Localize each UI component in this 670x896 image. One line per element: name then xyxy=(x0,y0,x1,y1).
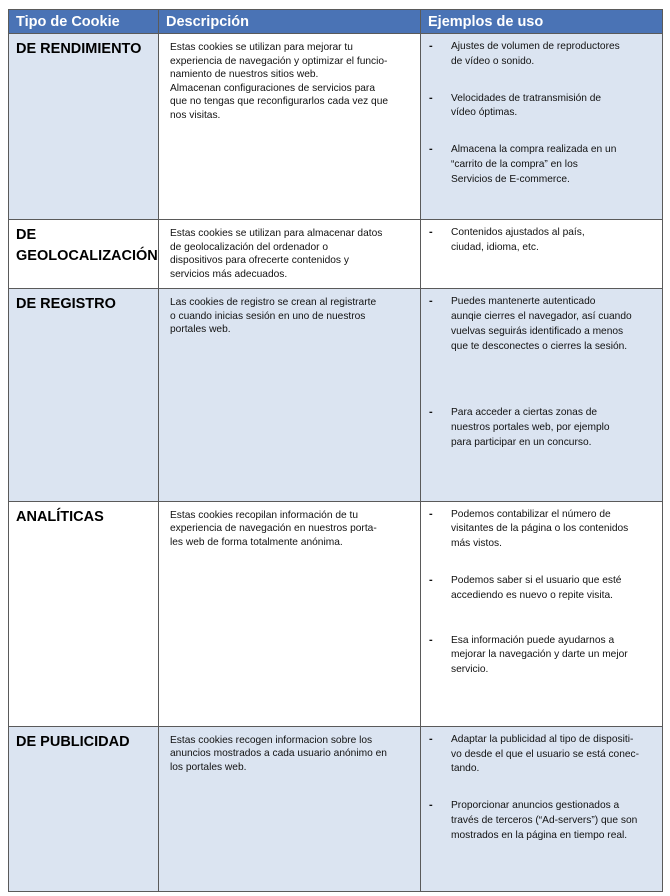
example-line: Ajustes de volumen de reproductores xyxy=(451,41,620,53)
description-line: servicios más adecuados. xyxy=(170,269,288,280)
example-item xyxy=(429,40,654,70)
example-item xyxy=(429,508,654,552)
bullet-dash: - xyxy=(429,573,433,586)
example-line: Servicios de E-commerce. xyxy=(451,173,570,185)
example-line: Proporcionar anuncios gestionados a xyxy=(451,800,620,812)
description-line: anuncios mostrados a cada usuario anónimo en xyxy=(170,748,387,760)
table-row xyxy=(9,289,663,501)
example-line: accediendo es nuevo o repite visita. xyxy=(451,589,613,601)
description-line: Estas cookies se utilizan para almacenar datos xyxy=(170,228,383,240)
example-item xyxy=(429,226,654,256)
example-line: través de terceros (“Ad-servers”) que son xyxy=(451,814,638,826)
bullet-dash: - xyxy=(429,40,433,53)
example-line: “carrito de la compra” en los xyxy=(451,159,578,170)
description-line: los portales web. xyxy=(170,761,247,773)
bullet-dash: - xyxy=(429,226,433,239)
example-line: de vídeo o sonido. xyxy=(451,55,535,67)
description-line: que no tengas que reconfigurarlos cada vez que xyxy=(170,96,389,108)
table-header-row xyxy=(9,10,663,34)
table-row xyxy=(9,726,663,891)
example-line: ciudad, idioma, etc. xyxy=(451,242,539,254)
example-line: Para acceder a ciertas zonas de xyxy=(451,407,598,419)
bullet-dash: - xyxy=(429,91,433,104)
description-line: de geolocalización del ordenador o xyxy=(170,241,329,253)
bullet-dash: - xyxy=(429,507,433,520)
example-line: Adaptar la publicidad al tipo de dispositi- xyxy=(451,733,634,745)
example-line: Podemos contabilizar el número de xyxy=(451,508,611,520)
description-line: namiento de nuestros sitios web. xyxy=(170,69,319,81)
description-line: experiencia de navegación en nuestros porta- xyxy=(170,523,377,535)
cookie-type: DE REGISTRO xyxy=(9,289,159,501)
cookie-description xyxy=(159,34,421,220)
table-row xyxy=(9,34,663,220)
example-line: visitantes de la página o los contenidos xyxy=(451,523,629,535)
description-line: portales web. xyxy=(170,324,231,336)
cookie-description xyxy=(159,726,421,891)
description-line: o cuando inicias sesión en uno de nuestros xyxy=(170,310,366,322)
header-type: Tipo de Cookie xyxy=(9,10,159,34)
example-line: Velocidades de tratransmisión de xyxy=(451,92,602,104)
example-item xyxy=(429,634,654,678)
description-line: Las cookies de registro se crean al registrarte xyxy=(170,297,377,309)
description-line: nos visitas. xyxy=(170,109,221,121)
bullet-dash: - xyxy=(429,732,433,745)
example-item xyxy=(429,733,654,777)
example-line: Esa información puede ayudarnos a xyxy=(451,634,615,646)
header-description: Descripción xyxy=(159,10,421,34)
example-line: aunqie cierres el navegador, así cuando xyxy=(451,311,632,323)
cookie-examples xyxy=(421,726,663,891)
bullet-dash: - xyxy=(429,143,433,156)
cookie-table xyxy=(8,9,663,892)
example-item xyxy=(429,799,654,843)
example-item xyxy=(429,143,654,187)
cookie-examples xyxy=(421,220,663,289)
example-line: más vistos. xyxy=(451,538,502,550)
description-line: Estas cookies recogen informacion sobre los xyxy=(170,734,373,746)
bullet-dash: - xyxy=(429,799,433,812)
cookie-description xyxy=(159,220,421,289)
example-line: tando. xyxy=(451,763,480,775)
description-line: Estas cookies se utilizan para mejorar tu xyxy=(170,42,353,54)
example-item xyxy=(429,406,654,450)
table-row xyxy=(9,501,663,726)
cookie-type: DE RENDIMIENTO xyxy=(9,34,159,220)
description-line: Estas cookies recopilan información de tu xyxy=(170,509,359,521)
cookie-type: DE PUBLICIDAD xyxy=(9,726,159,891)
description-line: dispositivos para ofrecerte contenidos y xyxy=(170,255,349,267)
cookie-type: ANALÍTICAS xyxy=(9,501,159,726)
table-row xyxy=(9,220,663,289)
example-line: que te desconectes o cierres la sesión. xyxy=(451,340,628,352)
cookie-description xyxy=(159,289,421,501)
example-line: vuelvas seguirás identificado a menos xyxy=(451,325,624,337)
example-item xyxy=(429,92,654,122)
cookie-description xyxy=(159,501,421,726)
example-line: vídeo óptimas. xyxy=(451,107,518,119)
example-line: para participar en un concurso. xyxy=(451,437,592,449)
cookie-examples xyxy=(421,289,663,501)
header-examples: Ejemplos de uso xyxy=(421,10,663,34)
example-line: servicio. xyxy=(451,664,489,676)
bullet-dash: - xyxy=(429,295,433,308)
bullet-dash: - xyxy=(429,406,433,419)
example-line: Puedes mantenerte autenticado xyxy=(451,296,596,308)
bullet-dash: - xyxy=(429,633,433,646)
example-line: mostrados en la página en tiempo real. xyxy=(451,829,628,841)
example-line: Almacena la compra realizada en un xyxy=(451,144,617,156)
example-item xyxy=(429,295,654,354)
example-item xyxy=(429,574,654,604)
description-line: experiencia de navegación y optimizar el funcio- xyxy=(170,55,388,67)
example-line: nuestros portales web, por ejemplo xyxy=(451,422,610,434)
description-line: Almacenan configuraciones de servicios para xyxy=(170,82,375,94)
example-line: Contenidos ajustados al país, xyxy=(451,227,585,239)
example-line: mejorar la navegación y darte un mejor xyxy=(451,649,628,661)
example-line: vo desde el que el usuario se está conec- xyxy=(451,748,640,760)
cookie-examples xyxy=(421,34,663,220)
cookie-examples xyxy=(421,501,663,726)
description-line: les web de forma totalmente anónima. xyxy=(170,536,343,548)
example-line: Podemos saber si el usuario que esté xyxy=(451,574,622,586)
cookie-type: DE GEOLOCALIZACIÓN xyxy=(9,220,159,289)
